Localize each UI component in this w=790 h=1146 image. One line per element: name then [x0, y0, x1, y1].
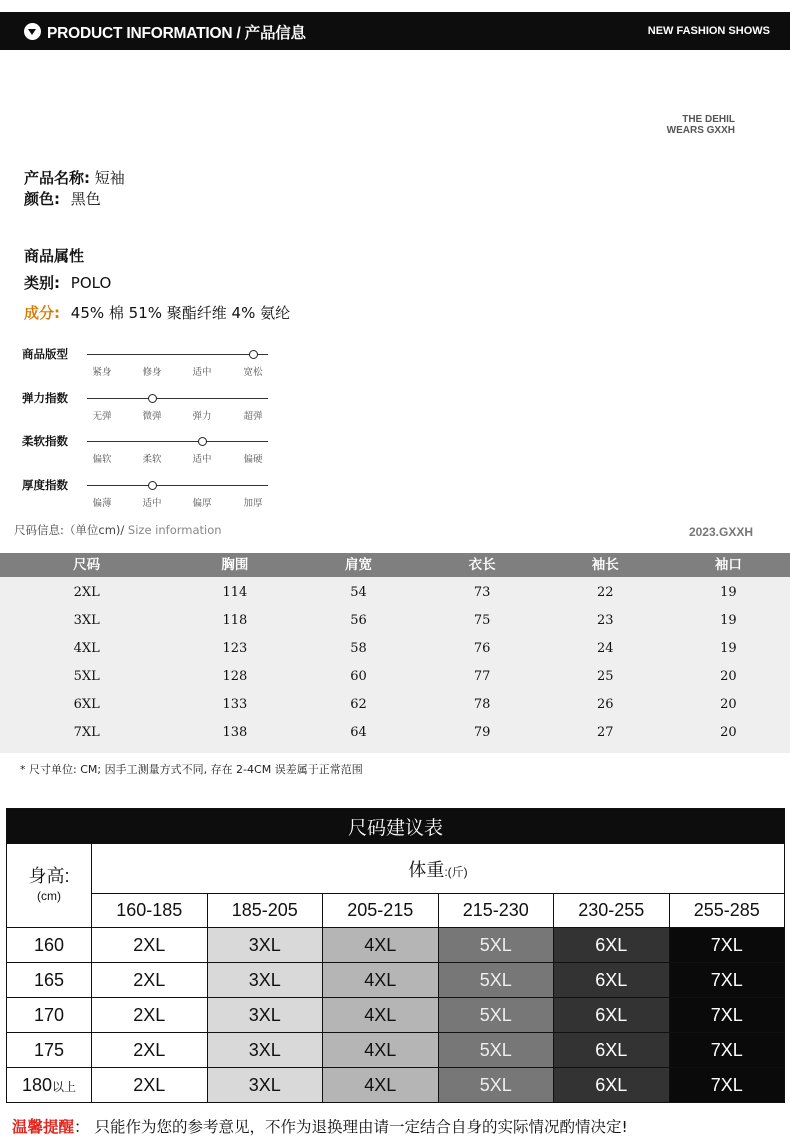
height-value: 165 — [33, 969, 65, 990]
size-table-cell: 25 — [597, 669, 614, 684]
size-table-cell: 56 — [350, 613, 367, 628]
index-tick-label: 微弹 — [142, 411, 162, 422]
size-table-header — [0, 553, 790, 577]
index-tick-label: 无弹 — [92, 411, 112, 422]
index-tick-label: 修身 — [142, 367, 162, 378]
height-header-cell — [7, 844, 92, 928]
index-marker — [198, 437, 207, 446]
weight-ranges-row — [7, 894, 785, 928]
size-table-cell: 22 — [597, 585, 614, 600]
recommended-size-cell: 2XL — [92, 1033, 208, 1068]
index-track — [87, 485, 268, 486]
header-title: PRODUCT INFORMATION / 产品信息 — [47, 25, 306, 42]
size-table-cell: 60 — [350, 669, 367, 684]
size-table-cell: 20 — [720, 669, 737, 684]
size-table-row — [0, 609, 790, 637]
recommended-size-cell: 3XL — [207, 928, 323, 963]
size-table-cell: 123 — [222, 641, 248, 656]
size-table-body — [0, 577, 790, 753]
height-label: 身高: — [28, 865, 70, 886]
index-tick-label: 适中 — [142, 498, 162, 509]
size-table-cell: 133 — [222, 697, 248, 712]
brand-line-1: THE DEHIL — [682, 114, 735, 125]
size-table-cell: 3XL — [73, 613, 100, 628]
index-track — [87, 398, 268, 399]
index-row — [22, 390, 282, 430]
product-name — [24, 167, 125, 188]
size-table-cell: 24 — [597, 641, 614, 656]
recommend-title: 尺码建议表 — [7, 809, 785, 844]
size-table-cell: 6XL — [73, 697, 100, 712]
year-mark: 2023.GXXH — [688, 525, 753, 539]
size-table-cell: 23 — [597, 613, 614, 628]
index-tick-label: 加厚 — [243, 498, 263, 509]
size-table-cell: 79 — [473, 725, 491, 740]
recommended-size-cell: 5XL — [438, 1033, 554, 1068]
weight-range-cell: 215-230 — [438, 894, 554, 928]
size-table-cell: 20 — [720, 697, 737, 712]
size-table-cell: 114 — [222, 585, 248, 600]
height-cell — [7, 1033, 92, 1068]
weight-label: 体重 — [408, 859, 445, 880]
size-table-header-cell: 衣长 — [468, 557, 496, 573]
product-name-label: 产品名称: — [24, 169, 90, 187]
attributes-heading: 商品属性 — [24, 247, 85, 265]
weight-range-cell: 230-255 — [554, 894, 670, 928]
index-tick-label: 适中 — [192, 367, 212, 378]
header-tagline: NEW FASHION SHOWS — [647, 25, 770, 37]
index-track — [87, 354, 268, 355]
size-recommend-table — [6, 808, 785, 1103]
recommended-size-cell: 4XL — [323, 928, 439, 963]
index-tick-label: 偏软 — [92, 454, 112, 465]
triangle-down-icon — [24, 23, 41, 40]
recommended-size-cell: 2XL — [92, 1068, 208, 1103]
size-table-cell: 19 — [720, 641, 737, 656]
height-value: 160 — [33, 934, 65, 955]
weight-range-cell: 185-205 — [207, 894, 323, 928]
size-table-cell: 19 — [720, 613, 737, 628]
size-table-cell: 54 — [350, 585, 367, 600]
index-tick-label: 紧身 — [92, 367, 112, 378]
index-tick-label: 弹力 — [192, 411, 212, 422]
recommend-row — [7, 998, 785, 1033]
size-table-cell: 5XL — [73, 669, 100, 684]
brand-line-2: WEARS GXXH — [666, 125, 735, 136]
weight-range-cell: 205-215 — [323, 894, 439, 928]
product-color-value: 黑色 — [70, 190, 101, 208]
recommend-row — [7, 1068, 785, 1103]
reminder-text: 只能作为您的参考意见，不作为退换理由请一定结合自身的实际情况酌情决定! — [94, 1118, 628, 1136]
index-tick-label: 偏薄 — [92, 498, 112, 509]
recommended-size-cell: 4XL — [323, 998, 439, 1033]
size-table-cell: 76 — [473, 641, 491, 656]
size-table-cell: 62 — [350, 697, 367, 712]
size-info-caption — [14, 522, 222, 538]
composition-label: 成分: — [24, 304, 60, 322]
size-table-cell: 19 — [720, 585, 737, 600]
index-marker — [148, 394, 157, 403]
size-table-cell: 27 — [597, 725, 614, 740]
recommended-size-cell: 2XL — [92, 963, 208, 998]
index-row — [22, 433, 282, 473]
weight-range-cell: 160-185 — [92, 894, 208, 928]
reminder-label: 温馨提醒 — [12, 1118, 75, 1136]
size-table-row — [0, 721, 790, 749]
size-table-cell: 75 — [473, 613, 491, 628]
product-color-label: 颜色: — [24, 190, 60, 208]
index-marker — [148, 481, 157, 490]
index-tick-label: 超弹 — [243, 411, 263, 422]
recommended-size-cell: 7XL — [669, 928, 785, 963]
recommended-size-cell: 6XL — [554, 928, 670, 963]
size-table-cell: 128 — [222, 669, 248, 684]
recommended-size-cell: 3XL — [207, 963, 323, 998]
recommended-size-cell: 2XL — [92, 928, 208, 963]
index-tick-label: 适中 — [192, 454, 212, 465]
index-label: 柔软指数 — [22, 434, 68, 448]
size-table-cell: 4XL — [73, 641, 100, 656]
recommended-size-cell: 5XL — [438, 963, 554, 998]
recommended-size-cell: 6XL — [554, 963, 670, 998]
size-table-cell: 58 — [350, 641, 367, 656]
index-marker — [249, 350, 258, 359]
weight-header-cell — [92, 844, 785, 894]
recommend-row — [7, 928, 785, 963]
product-color — [24, 188, 101, 209]
index-label: 厚度指数 — [22, 478, 68, 492]
height-cell — [7, 963, 92, 998]
weight-unit: :(斤) — [444, 864, 468, 879]
size-note: * 尺寸单位: CM; 因手工测量方式不同, 存在 2-4CM 误差属于正常范围 — [20, 763, 363, 776]
reminder — [12, 1115, 628, 1137]
recommended-size-cell: 7XL — [669, 1033, 785, 1068]
size-table-row — [0, 693, 790, 721]
size-table-cell: 26 — [597, 697, 614, 712]
recommended-size-cell: 5XL — [438, 1068, 554, 1103]
size-table-row — [0, 665, 790, 693]
recommended-size-cell: 6XL — [554, 998, 670, 1033]
size-table — [0, 553, 790, 753]
height-value: 180 — [21, 1074, 53, 1095]
size-table-header-cell: 尺码 — [73, 557, 101, 573]
recommended-size-cell: 7XL — [669, 998, 785, 1033]
category-value: POLO — [70, 274, 112, 292]
size-table-cell: 118 — [222, 613, 248, 628]
height-cell — [7, 998, 92, 1033]
weight-range-cell: 255-285 — [669, 894, 785, 928]
attribute-category — [24, 272, 111, 293]
recommended-size-cell: 2XL — [92, 998, 208, 1033]
height-suffix: 以上 — [52, 1079, 77, 1094]
recommended-size-cell: 4XL — [323, 963, 439, 998]
category-label: 类别: — [24, 274, 60, 292]
height-unit: (cm) — [37, 888, 61, 903]
height-value: 170 — [33, 1004, 65, 1025]
recommended-size-cell: 4XL — [323, 1068, 439, 1103]
size-info-label: 尺码信息:（单位cm)/ — [14, 523, 125, 537]
size-table-cell: 2XL — [73, 585, 100, 600]
index-tick-label: 宽松 — [243, 367, 263, 378]
reminder-colon: ： — [74, 1118, 90, 1136]
composition-value: 45% 棉 51% 聚酯纤维 4% 氨纶 — [70, 304, 291, 322]
index-track — [87, 441, 268, 442]
size-table-cell: 73 — [473, 585, 491, 600]
size-table-header-cell: 胸围 — [221, 557, 249, 573]
index-tick-label: 偏硬 — [243, 454, 263, 465]
recommend-row — [7, 963, 785, 998]
recommended-size-cell: 4XL — [323, 1033, 439, 1068]
recommended-size-cell: 7XL — [669, 1068, 785, 1103]
height-value: 175 — [33, 1039, 65, 1060]
size-table-cell: 7XL — [73, 725, 100, 740]
index-label: 弹力指数 — [22, 391, 68, 405]
attribute-composition — [24, 302, 290, 323]
index-label: 商品版型 — [22, 347, 68, 361]
recommend-row — [7, 1033, 785, 1068]
size-table-header-cell: 袖口 — [714, 557, 742, 573]
recommended-size-cell: 6XL — [554, 1068, 670, 1103]
index-tick-label: 偏厚 — [192, 498, 212, 509]
size-table-cell: 78 — [473, 697, 491, 712]
recommended-size-cell: 5XL — [438, 998, 554, 1033]
size-table-header-cell: 袖长 — [591, 557, 619, 573]
size-table-header-cell: 肩宽 — [345, 557, 373, 573]
recommended-size-cell: 3XL — [207, 1033, 323, 1068]
size-table-cell: 20 — [720, 725, 737, 740]
size-table-row — [0, 581, 790, 609]
size-info-english: Size information — [127, 523, 222, 537]
product-name-value: 短袖 — [94, 169, 125, 187]
brand-mark — [667, 114, 735, 136]
height-cell — [7, 1068, 92, 1103]
size-table-cell: 64 — [350, 725, 367, 740]
recommended-size-cell: 5XL — [438, 928, 554, 963]
recommended-size-cell: 3XL — [207, 1068, 323, 1103]
recommended-size-cell: 6XL — [554, 1033, 670, 1068]
size-table-cell: 77 — [473, 669, 491, 684]
index-tick-label: 柔软 — [142, 454, 162, 465]
index-row — [22, 346, 282, 386]
recommended-size-cell: 3XL — [207, 998, 323, 1033]
size-table-cell: 138 — [222, 725, 248, 740]
index-row — [22, 477, 282, 517]
size-table-row — [0, 637, 790, 665]
height-cell — [7, 928, 92, 963]
recommended-size-cell: 7XL — [669, 963, 785, 998]
header-bar — [0, 12, 790, 50]
